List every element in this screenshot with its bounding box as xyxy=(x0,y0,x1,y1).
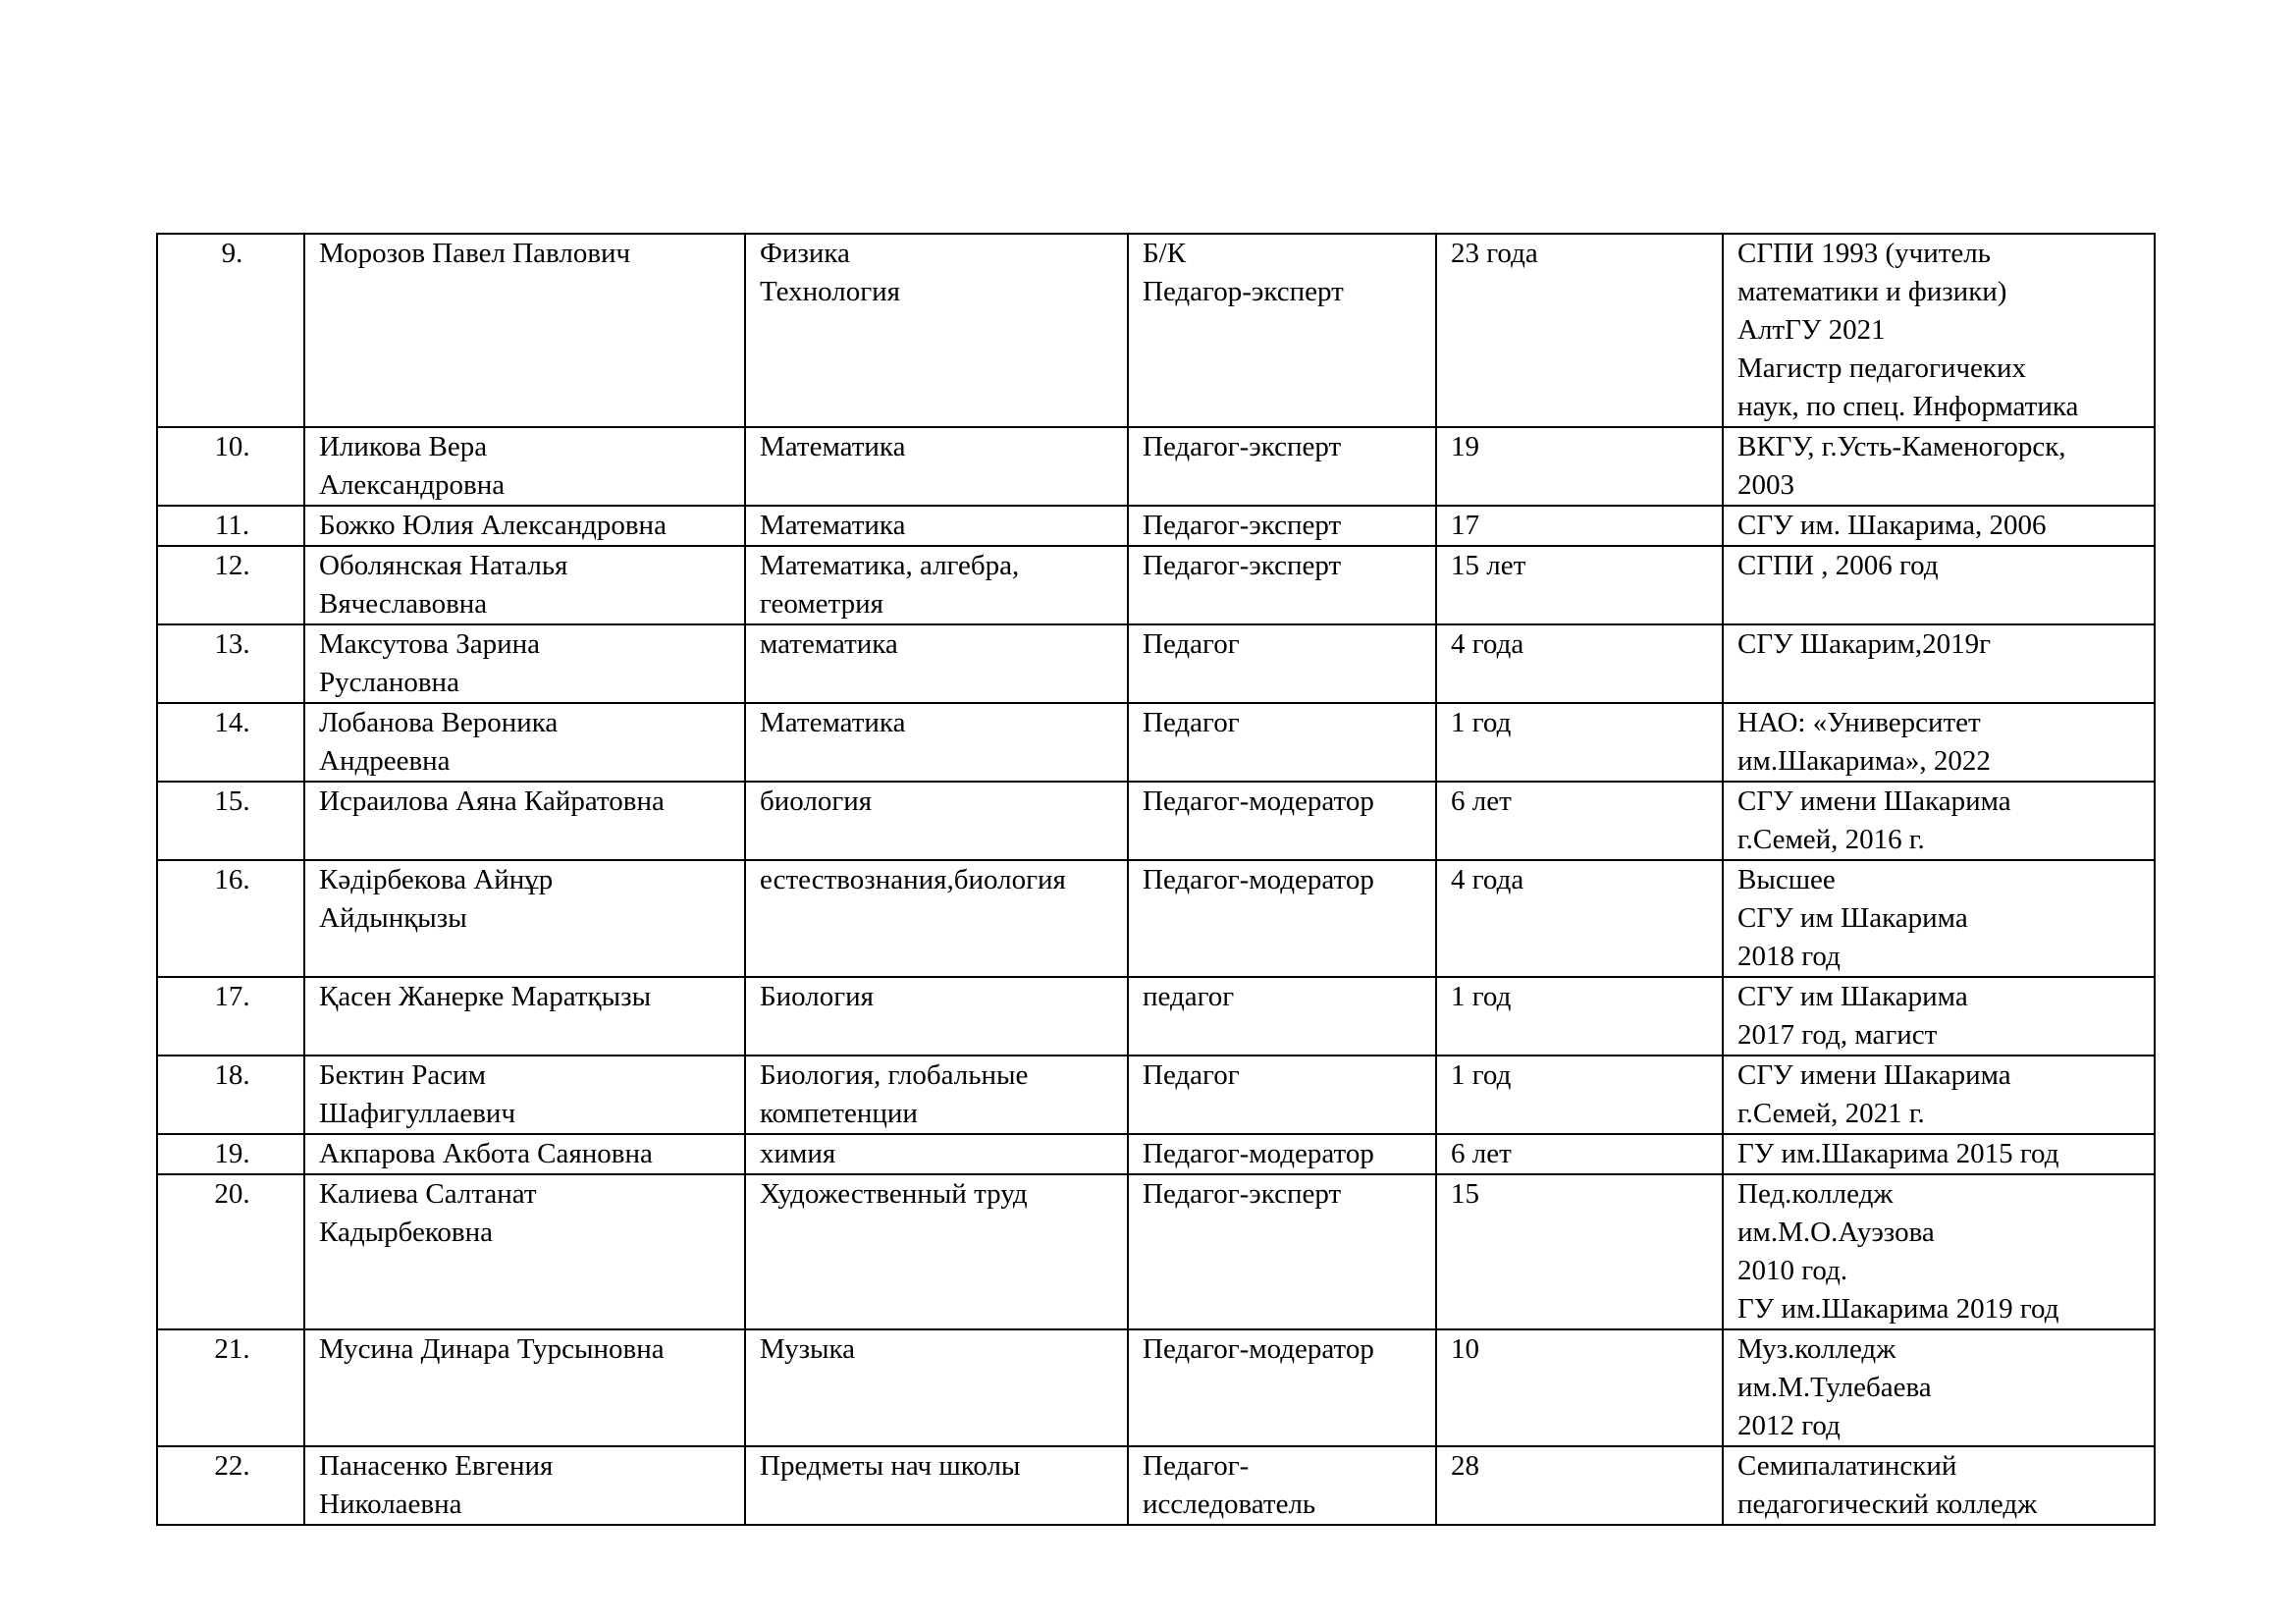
cell-text-line: Панасенко Евгения xyxy=(319,1450,554,1482)
cell-text-line: исследователь xyxy=(1143,1489,1316,1520)
category-cell xyxy=(1128,782,1436,860)
cell-text-line: Александровна xyxy=(319,469,506,501)
cell-text-line: Шафигуллаевич xyxy=(319,1098,516,1129)
cell-text-line: СГУ им. Шакарима, 2006 xyxy=(1737,510,2047,541)
cell-text-line: Б/К xyxy=(1143,238,1187,269)
cell-text-line: Педагог-эксперт xyxy=(1143,510,1342,541)
cell-text-line: СГУ им Шакарима xyxy=(1737,981,1968,1012)
cell-text-line: СГУ имени Шакарима xyxy=(1737,785,2011,817)
table-row xyxy=(157,1329,2155,1446)
subject-cell xyxy=(745,546,1128,624)
cell-text-line: 2010 год. xyxy=(1737,1255,1848,1286)
cell-text-line: АлтГУ 2021 xyxy=(1737,314,1886,346)
row-number-cell: 20. xyxy=(157,1174,304,1329)
experience-cell xyxy=(1436,1056,1723,1134)
cell-text-line: 1 год xyxy=(1451,981,1512,1012)
cell-text-line: Пед.колледж xyxy=(1737,1178,1894,1210)
experience-cell xyxy=(1436,1329,1723,1446)
cell-text-line: 15 лет xyxy=(1451,550,1526,581)
cell-text-line: Божко Юлия Александровна xyxy=(319,510,667,541)
cell-text-line: Вячеславовна xyxy=(319,588,488,620)
full-name-cell xyxy=(304,546,745,624)
education-cell xyxy=(1723,703,2155,782)
cell-text-line: 6 лет xyxy=(1451,785,1512,817)
cell-text-line: Музыка xyxy=(760,1333,856,1365)
education-cell xyxy=(1723,782,2155,860)
cell-text-line: Калиева Салтанат xyxy=(319,1178,537,1210)
cell-text-line: Оболянская Наталья xyxy=(319,550,568,581)
cell-text-line: Педагог-модератор xyxy=(1143,864,1374,895)
subject-cell xyxy=(745,1446,1128,1525)
subject-cell xyxy=(745,977,1128,1056)
cell-text-line: химия xyxy=(760,1138,836,1169)
cell-text-line: наук, по спец. Информатика xyxy=(1737,391,2079,422)
cell-text-line: 10 xyxy=(1451,1333,1479,1365)
table-row xyxy=(157,703,2155,782)
cell-text-line: ГУ им.Шакарима 2015 год xyxy=(1737,1138,2059,1169)
table-row xyxy=(157,546,2155,624)
cell-text-line: СГПИ 1993 (учитель xyxy=(1737,238,1991,269)
experience-cell xyxy=(1436,506,1723,546)
cell-text-line: Математика, алгебра, xyxy=(760,550,1020,581)
full-name-cell xyxy=(304,427,745,506)
category-cell xyxy=(1128,860,1436,977)
experience-cell xyxy=(1436,782,1723,860)
category-cell xyxy=(1128,977,1436,1056)
row-number-cell: 19. xyxy=(157,1134,304,1174)
cell-text-line: Педагог xyxy=(1143,628,1240,660)
full-name-cell xyxy=(304,703,745,782)
cell-text-line: Биология, глобальные xyxy=(760,1059,1029,1091)
table-row xyxy=(157,782,2155,860)
cell-text-line: Математика xyxy=(760,510,906,541)
table-row xyxy=(157,977,2155,1056)
cell-text-line: им.Шакарима», 2022 xyxy=(1737,745,1991,777)
cell-text-line: 2018 год xyxy=(1737,941,1841,972)
education-cell xyxy=(1723,977,2155,1056)
cell-text-line: компетенции xyxy=(760,1098,918,1129)
cell-text-line: Педагог-эксперт xyxy=(1143,550,1342,581)
experience-cell xyxy=(1436,546,1723,624)
education-cell xyxy=(1723,1056,2155,1134)
experience-cell xyxy=(1436,1174,1723,1329)
cell-text-line: Кадырбековна xyxy=(319,1217,494,1248)
experience-cell xyxy=(1436,427,1723,506)
subject-cell xyxy=(745,1329,1128,1446)
cell-text-line: Руслановна xyxy=(319,667,459,698)
experience-cell xyxy=(1436,860,1723,977)
cell-text-line: 4 года xyxy=(1451,628,1524,660)
cell-text-line: математика xyxy=(760,628,898,660)
cell-text-line: математики и физики) xyxy=(1737,276,2007,307)
full-name-cell xyxy=(304,782,745,860)
row-number-cell: 16. xyxy=(157,860,304,977)
cell-text-line: естествознания,биология xyxy=(760,864,1066,895)
row-number-cell: 14. xyxy=(157,703,304,782)
full-name-cell xyxy=(304,506,745,546)
cell-text-line: 28 xyxy=(1451,1450,1479,1482)
table-row xyxy=(157,860,2155,977)
cell-text-line: 2003 xyxy=(1737,469,1794,501)
full-name-cell xyxy=(304,1329,745,1446)
table-row xyxy=(157,1134,2155,1174)
education-cell xyxy=(1723,234,2155,427)
cell-text-line: Николаевна xyxy=(319,1489,462,1520)
education-cell xyxy=(1723,624,2155,703)
subject-cell xyxy=(745,782,1128,860)
cell-text-line: 19 xyxy=(1451,431,1479,462)
row-number-cell: 21. xyxy=(157,1329,304,1446)
cell-text-line: 17 xyxy=(1451,510,1479,541)
cell-text-line: Максутова Зарина xyxy=(319,628,541,660)
cell-text-line: г.Семей, 2016 г. xyxy=(1737,824,1925,855)
table-row xyxy=(157,1446,2155,1525)
staff-table xyxy=(156,233,2156,1526)
cell-text-line: педагог xyxy=(1143,981,1235,1012)
category-cell xyxy=(1128,546,1436,624)
education-cell xyxy=(1723,1446,2155,1525)
table-row xyxy=(157,506,2155,546)
cell-text-line: Математика xyxy=(760,431,906,462)
subject-cell xyxy=(745,1134,1128,1174)
full-name-cell xyxy=(304,1174,745,1329)
education-cell xyxy=(1723,860,2155,977)
cell-text-line: Педагог-модератор xyxy=(1143,1333,1374,1365)
cell-text-line: Педагор-эксперт xyxy=(1143,276,1344,307)
cell-text-line: ВКГУ, г.Усть-Каменогорск, xyxy=(1737,431,2066,462)
cell-text-line: 1 год xyxy=(1451,707,1512,738)
cell-text-line: Мусина Динара Турсыновна xyxy=(319,1333,665,1365)
education-cell xyxy=(1723,1174,2155,1329)
experience-cell xyxy=(1436,624,1723,703)
subject-cell xyxy=(745,703,1128,782)
cell-text-line: Семипалатинский xyxy=(1737,1450,1957,1482)
cell-text-line: Педагог-модератор xyxy=(1143,1138,1374,1169)
cell-text-line: 6 лет xyxy=(1451,1138,1512,1169)
category-cell xyxy=(1128,1446,1436,1525)
category-cell xyxy=(1128,427,1436,506)
subject-cell xyxy=(745,234,1128,427)
cell-text-line: Художественный труд xyxy=(760,1178,1028,1210)
cell-text-line: Лобанова Вероника xyxy=(319,707,559,738)
category-cell xyxy=(1128,1174,1436,1329)
cell-text-line: педагогический колледж xyxy=(1737,1489,2038,1520)
category-cell xyxy=(1128,1329,1436,1446)
subject-cell xyxy=(745,506,1128,546)
subject-cell xyxy=(745,1056,1128,1134)
cell-text-line: Айдынқызы xyxy=(319,902,467,934)
cell-text-line: Бектин Расим xyxy=(319,1059,486,1091)
subject-cell xyxy=(745,860,1128,977)
row-number-cell: 15. xyxy=(157,782,304,860)
cell-text-line: Предметы нач школы xyxy=(760,1450,1021,1482)
cell-text-line: 2012 год xyxy=(1737,1410,1841,1441)
cell-text-line: 2017 год, магист xyxy=(1737,1019,1938,1051)
subject-cell xyxy=(745,1174,1128,1329)
experience-cell xyxy=(1436,234,1723,427)
table-row xyxy=(157,234,2155,427)
row-number-cell: 17. xyxy=(157,977,304,1056)
cell-text-line: Педагог-эксперт xyxy=(1143,431,1342,462)
cell-text-line: Қасен Жанерке Маратқызы xyxy=(319,981,652,1012)
education-cell xyxy=(1723,506,2155,546)
full-name-cell xyxy=(304,1134,745,1174)
full-name-cell xyxy=(304,234,745,427)
row-number-cell: 11. xyxy=(157,506,304,546)
table-row xyxy=(157,624,2155,703)
cell-text-line: Педагог xyxy=(1143,707,1240,738)
table-row xyxy=(157,1174,2155,1329)
category-cell xyxy=(1128,506,1436,546)
cell-text-line: Педагог-модератор xyxy=(1143,785,1374,817)
cell-text-line: 4 года xyxy=(1451,864,1524,895)
cell-text-line: им.М.О.Ауэзова xyxy=(1737,1217,1935,1248)
education-cell xyxy=(1723,1134,2155,1174)
row-number-cell: 10. xyxy=(157,427,304,506)
cell-text-line: СГПИ , 2006 год xyxy=(1737,550,1939,581)
full-name-cell xyxy=(304,1446,745,1525)
row-number-cell: 13. xyxy=(157,624,304,703)
table-row xyxy=(157,1056,2155,1134)
cell-text-line: Педагог-эксперт xyxy=(1143,1178,1342,1210)
cell-text-line: Биология xyxy=(760,981,875,1012)
cell-text-line: Муз.колледж xyxy=(1737,1333,1896,1365)
cell-text-line: Андреевна xyxy=(319,745,451,777)
cell-text-line: Технология xyxy=(760,276,900,307)
cell-text-line: НАО: «Университет xyxy=(1737,707,1981,738)
education-cell xyxy=(1723,1329,2155,1446)
cell-text-line: СГУ им Шакарима xyxy=(1737,902,1968,934)
full-name-cell xyxy=(304,1056,745,1134)
cell-text-line: г.Семей, 2021 г. xyxy=(1737,1098,1925,1129)
cell-text-line: Исраилова Аяна Кайратовна xyxy=(319,785,665,817)
subject-cell xyxy=(745,624,1128,703)
cell-text-line: геометрия xyxy=(760,588,883,620)
row-number-cell: 12. xyxy=(157,546,304,624)
staff-table-body xyxy=(157,234,2155,1525)
cell-text-line: Педагог xyxy=(1143,1059,1240,1091)
cell-text-line: ГУ им.Шакарима 2019 год xyxy=(1737,1293,2059,1325)
row-number-cell: 18. xyxy=(157,1056,304,1134)
cell-text-line: Педагог- xyxy=(1143,1450,1250,1482)
cell-text-line: Кәдірбекова Айнұр xyxy=(319,864,554,895)
education-cell xyxy=(1723,546,2155,624)
education-cell xyxy=(1723,427,2155,506)
experience-cell xyxy=(1436,1446,1723,1525)
subject-cell xyxy=(745,427,1128,506)
full-name-cell xyxy=(304,624,745,703)
category-cell xyxy=(1128,1134,1436,1174)
cell-text-line: биология xyxy=(760,785,873,817)
cell-text-line: 15 xyxy=(1451,1178,1479,1210)
category-cell xyxy=(1128,624,1436,703)
cell-text-line: Физика xyxy=(760,238,850,269)
cell-text-line: Иликова Вера xyxy=(319,431,488,462)
experience-cell xyxy=(1436,703,1723,782)
full-name-cell xyxy=(304,977,745,1056)
row-number-cell: 22. xyxy=(157,1446,304,1525)
experience-cell xyxy=(1436,1134,1723,1174)
full-name-cell xyxy=(304,860,745,977)
category-cell xyxy=(1128,703,1436,782)
table-row xyxy=(157,427,2155,506)
category-cell xyxy=(1128,234,1436,427)
cell-text-line: 23 года xyxy=(1451,238,1538,269)
cell-text-line: Морозов Павел Павлович xyxy=(319,238,631,269)
category-cell xyxy=(1128,1056,1436,1134)
cell-text-line: Высшее xyxy=(1737,864,1836,895)
cell-text-line: СГУ имени Шакарима xyxy=(1737,1059,2011,1091)
cell-text-line: им.М.Тулебаева xyxy=(1737,1372,1932,1403)
cell-text-line: СГУ Шакарим,2019г xyxy=(1737,628,1992,660)
cell-text-line: Акпарова Акбота Саяновна xyxy=(319,1138,653,1169)
cell-text-line: 1 год xyxy=(1451,1059,1512,1091)
row-number-cell: 9. xyxy=(157,234,304,427)
cell-text-line: Математика xyxy=(760,707,906,738)
experience-cell xyxy=(1436,977,1723,1056)
cell-text-line: Магистр педагогичеких xyxy=(1737,352,2027,384)
